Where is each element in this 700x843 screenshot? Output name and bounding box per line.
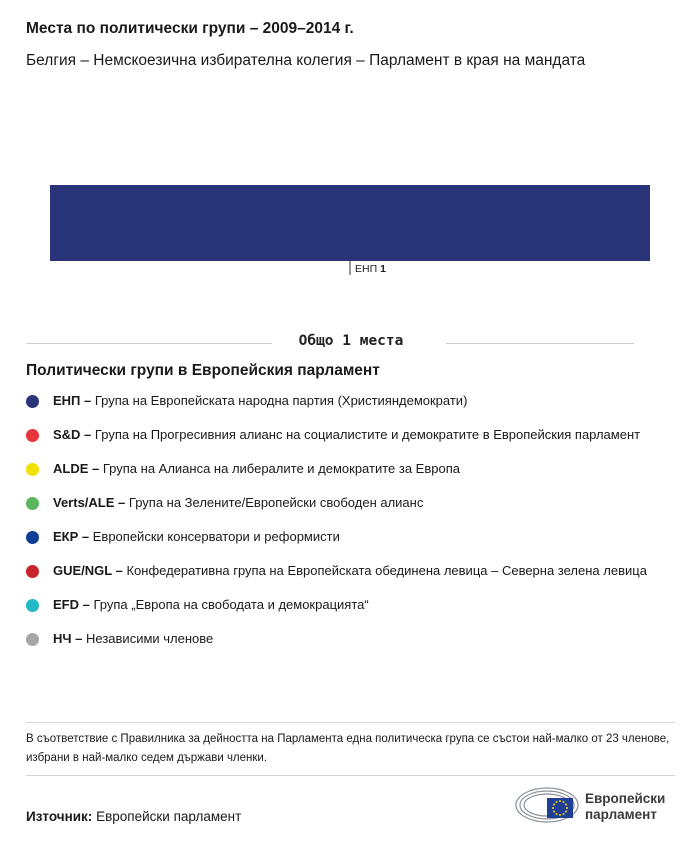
total-divider-right: [446, 343, 634, 344]
legend-name: Група на Европейската народна партия (Християндемократи): [94, 393, 468, 408]
legend-name: Група на Алианса на либералите и демократите за Европа: [102, 461, 460, 476]
legend-abbr: EFD –: [53, 597, 90, 612]
divider: [26, 722, 675, 723]
legend-item-alde: [26, 460, 666, 478]
bar-segment-0: [50, 185, 650, 261]
bar-label-0: ЕНП 1: [355, 263, 386, 275]
logo-line-1: Европейски: [585, 791, 666, 806]
legend-name: Независими членове: [86, 631, 214, 646]
legend-name: Конфедеративна група на Европейската обединена левица – Северна зелена левица: [126, 563, 647, 578]
legend-list: [26, 392, 666, 648]
legend-abbr: Verts/ALE –: [53, 495, 126, 510]
total-seats-label: Общо 1 места: [298, 333, 404, 349]
legend-abbr: ЕНП –: [53, 393, 92, 408]
legend-dot-verts-ale: [26, 497, 39, 510]
legend-item-sd: [26, 426, 666, 444]
footnote: В съответствие с Правилника за дейността на Парламента една политическа група се състои най-малко от 23 членове, избрани в най-малко седем държави членки.: [26, 733, 670, 764]
legend-dot-ecr: [26, 531, 39, 544]
legend-title: Политически групи в Европейския парламент: [26, 362, 380, 379]
legend-dot-efd: [26, 599, 39, 612]
legend-item-epp: [26, 392, 666, 410]
legend-item-ni: [26, 630, 666, 648]
legend-item-verts-ale: [26, 494, 666, 512]
legend-abbr: S&D –: [53, 427, 92, 442]
chart-subtitle: Белгия – Немскоезична избирателна колегия – Парламент в края на мандата: [26, 52, 586, 69]
legend-abbr: ALDE –: [53, 461, 100, 476]
seats-bar-chart: [0, 0, 700, 300]
legend-dot-epp: [26, 395, 39, 408]
european-parliament-logo: [514, 786, 676, 824]
logo-line-2: парламент: [585, 807, 657, 822]
legend-abbr: GUE/NGL –: [53, 563, 123, 578]
legend-dot-gue-ngl: [26, 565, 39, 578]
legend-dot-ni: [26, 633, 39, 646]
legend-item-efd: [26, 596, 666, 614]
legend-item-ecr: [26, 528, 666, 546]
parliament-hemicycle-icon: [514, 786, 580, 824]
legend-abbr: НЧ –: [53, 631, 83, 646]
source-value: Европейски парламент: [96, 809, 242, 824]
legend-item-gue-ngl: [26, 562, 666, 580]
logo-wordmark: [585, 791, 665, 823]
legend-name: Европейски консерватори и реформисти: [92, 529, 340, 544]
chart-title: Места по политически групи – 2009–2014 г.: [26, 20, 354, 37]
legend-name: Група „Европа на свободата и демокрацията“: [93, 597, 369, 612]
total-seats: [26, 332, 676, 354]
legend-name: Група на Зелените/Европейски свободен алианс: [128, 495, 424, 510]
legend-dot-sd: [26, 429, 39, 442]
source-label: Източник:: [26, 809, 93, 824]
divider: [26, 775, 675, 776]
legend-name: Група на Прогресивния алианс на социалистите и демократите в Европейския парламент: [94, 427, 641, 442]
source: [26, 809, 241, 824]
legend-abbr: ЕКР –: [53, 529, 90, 544]
legend-dot-alde: [26, 463, 39, 476]
